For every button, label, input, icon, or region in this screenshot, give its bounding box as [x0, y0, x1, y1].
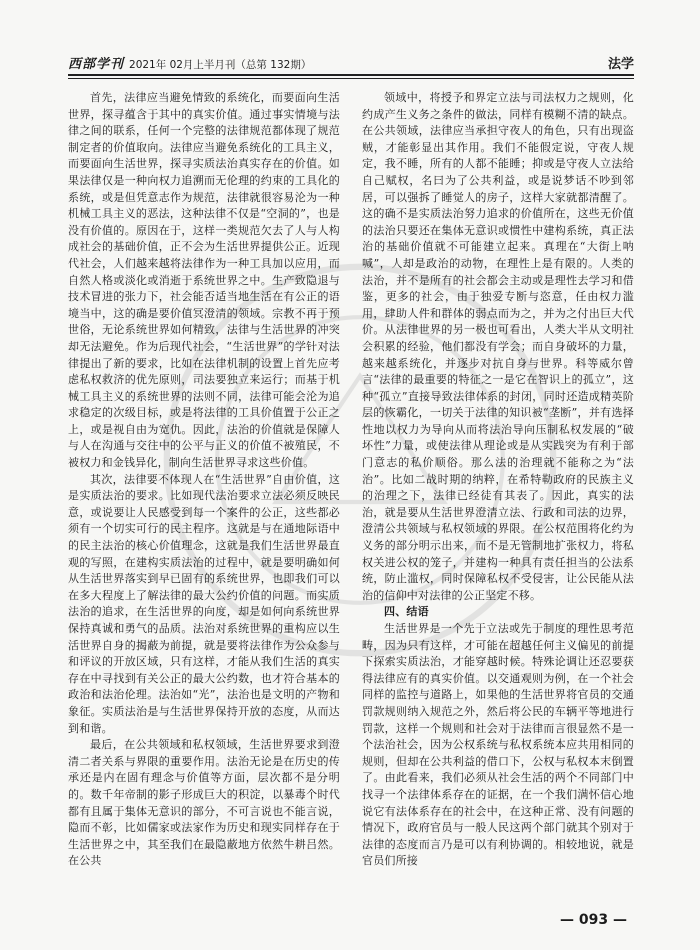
paragraph-continued: 领域中，将授予和界定立法与司法权力之规则，化约成产生义务之条件的做法，同样有模糊不清的缺点。在公共领域，法律应当承担守夜人的角色，只有出现盗贼，才能彰显出其作用。我们不能假定说，守夜人规定，我不睡，所有的人都不能睡；抑或是守夜人立法给自己赋权，名曰为了公共利益，或是说梦话不吵到邻居，可以强拆了睡觉人的房子，这样大家就都清醒了。这的确不是实质法治努力追求的价值所在，这些无价值的法治只要还在集体无意识或惯性中建构系统，真正法治的基础价值就不可能建立起来。真理在“大街上呐喊”，人却是政治的动物，在理性上是有限的。人类的法治，并不是所有的社会都会主动或是理性去学习和借鉴，更多的社会，由于独爱专断与恣意，任由权力滥用，肆助人件和群体的弱点而为之，并为之付出巨大代价。从法律世界的另一极也可看出，人类大半从文明社会积累的经验，他们都没有学会；而自身破坏的力量，越来越系统化，并逐步对抗自身与世界。科等威尔曾言“法律的最重要的特征之一是它在智识上的孤立”，这种“孤立”直接导致法律体系的封闭，同时还造成精英阶层的恢霸化，一切关于法律的知识被“垄断”，并有选择性地以权力为导向从而将法治导向压制私权发展的“破坏性”力量，或使法律从理论或是从实践突为有利于部门意志的私价顺俗。那么法的治理就不能称之为“法治”。比如二战时期的纳粹，在希特勒政府的民族主义的治理之下，法律已经徒有其表了。因此，真实的法治，就是要从生活世界澄清立法、行政和司法的边界，澄清公共领域与私权领域的界限。在公权范围将化约为义务的部分明示出来，而不是无管制地扩张权力，将私权关进公权的笼子，并建构一种具有责任担当的公法系统，防止滥权，同时保障私权不受侵害，让公民能从法治的信仰中对法律的公正坚定不移。: [362, 91, 634, 602]
right-column: [362, 90, 634, 905]
paragraph-first: 首先，法律应当避免情致的系统化，而要面向生活世界，探寻蕴含于其中的真实价值。通过事实情境与法律之间的联系，任何一个完整的法律规范都体现了规范制定者的价值取向。法律应当避免系统化的工具主义，而要面向生活世界，探寻实质法治真实存在的价值。如果法律仅是一种向权力追溯而无伦理的约束的工具化的系统，或是但凭意志作为规范，法律就很容易沦为一种机械工具主义的恶法，这种法律不仅是“空洞的”，也是没有价值的。原因在于，这样一类规范欠去了人与人构成社会的基础价值，正不会为生活世界提供公正。近现代社会，人们越来越将法律作为一种工具加以应用，而自然人格或淡化或消逝于系统世界之中。生产致隐退与技术冒进的张力下，社会能否适当地生活在有公正的语境当中，这的确是要价值冥澄清的领域。宗教不再于预世俗，无论系统世界如何精致，法律与生活世界的冲突却无法避免。作为后现代社会，“生活世界”的学针对法律提出了新的要求，比如在法律机制的设置上首先应考虑私权救济的优先原则，司法要独立来运行；而基于机械工具主义的系统世界的法则不同，法律可能会沦为追求稳定的次级目标，或是将法律的工具价值置于公正之上，或是视自由为宽仇。因此，法治的价值就是保障人与人在沟通与交往中的公平与正义的价值不被殖民，不被权力和金钱异化，制向生活世界寻求这些价值。: [68, 91, 340, 470]
page-header: [68, 52, 634, 72]
header-rule-thick: [68, 74, 634, 76]
paragraph-last: 最后，在公共领域和私权领域，生活世界要求到澄清二者关系与界限的重要作用。法治无论是在历史的传承还是内在固有理念与价值等方面，层次都不是分明的。数千年帝制的影子形成巨大的积淀，以暴毒个时代都有且属于集体无意识的部分，不可言说也不能言说，隐而不彰，比如儒家或法家作为历史和现实同样存在于生活世界之中，其至我们在最隐蔽地方依然牛耕吕然。在公共: [68, 738, 340, 868]
header-rule-thin: [68, 78, 634, 79]
paragraph-conclusion: 生活世界是一个先于立法或先于制度的理性思考范畴，因为只有这样，才可能在超越任何主义偏见的前提下探索实质法治，才能穿越时候。特殊论调让还忍要获得法律应有的真实价值。以交通观则为例，在一个社会同样的监控与道路上，如果他的生活世界将官员的交通罚款规则纳入规范之外，然后将公民的车辆平等地进行罚款，这样一个规则和社会对于法律而言很显然不是一个法治社会，因为公权系统与私权系统本应共用相同的规则，但却在公共利益的借口下，公权与私权本末倒置了。由此看来，我们必须从社会生活的两个不同部门中找寻一个法律体系存在的证据，在一个我们满怀信心地说它有法体系存在的社会中，在这种正常、没有问题的情况下，政府官员与一般人民这两个部门就其个别对于法律的态度而言乃是可以有利协调的。相较地说，就是官员们所接: [362, 622, 634, 868]
left-column: [68, 90, 340, 905]
journal-name: 西部学刊: [68, 57, 125, 72]
header-left: [68, 53, 311, 72]
page-number: — 093 —: [560, 912, 627, 928]
conclusion-heading: 四、结语: [384, 605, 429, 619]
issue-info: 2021年 02月上半月刊（总第 132期）: [129, 59, 312, 71]
section-label: 法学: [607, 57, 634, 72]
paragraph-second: 其次，法律要不体现人在“生活世界”自由价值，这是实质法治的要求。比如现代法治要求立法必须反映民意，或说要让人民感受到每一个案件的公正，这些都必须有一个切实可行的民主程序。这就是与在通地际语中的民主法治的核心价值理念，这就是我们生活世界最直观的写照，在建构实质法治的过程中，就是要明确如何从生活世界落实到早已固有的系统世界，也即我们可以在多大程度上了解法律的最大公约价值的问题。而实质法治的追求，在生活世界的向度，却是如何向系统世界保持真诚和勇气的品质。法治对系统世界的重构应以生活世界自身的揭蔽为前提，就是要将法律作为公众参与和评议的开放区域，只有这样，才能从我们生活的真实存在中寻找到有关公正的最大公约数，也才符合基本的政治和法治伦理。法治如“光”，法治也是文明的产物和象征。实质法治是与生活世界保持开放的态度，从而达到和谐。: [68, 472, 340, 735]
